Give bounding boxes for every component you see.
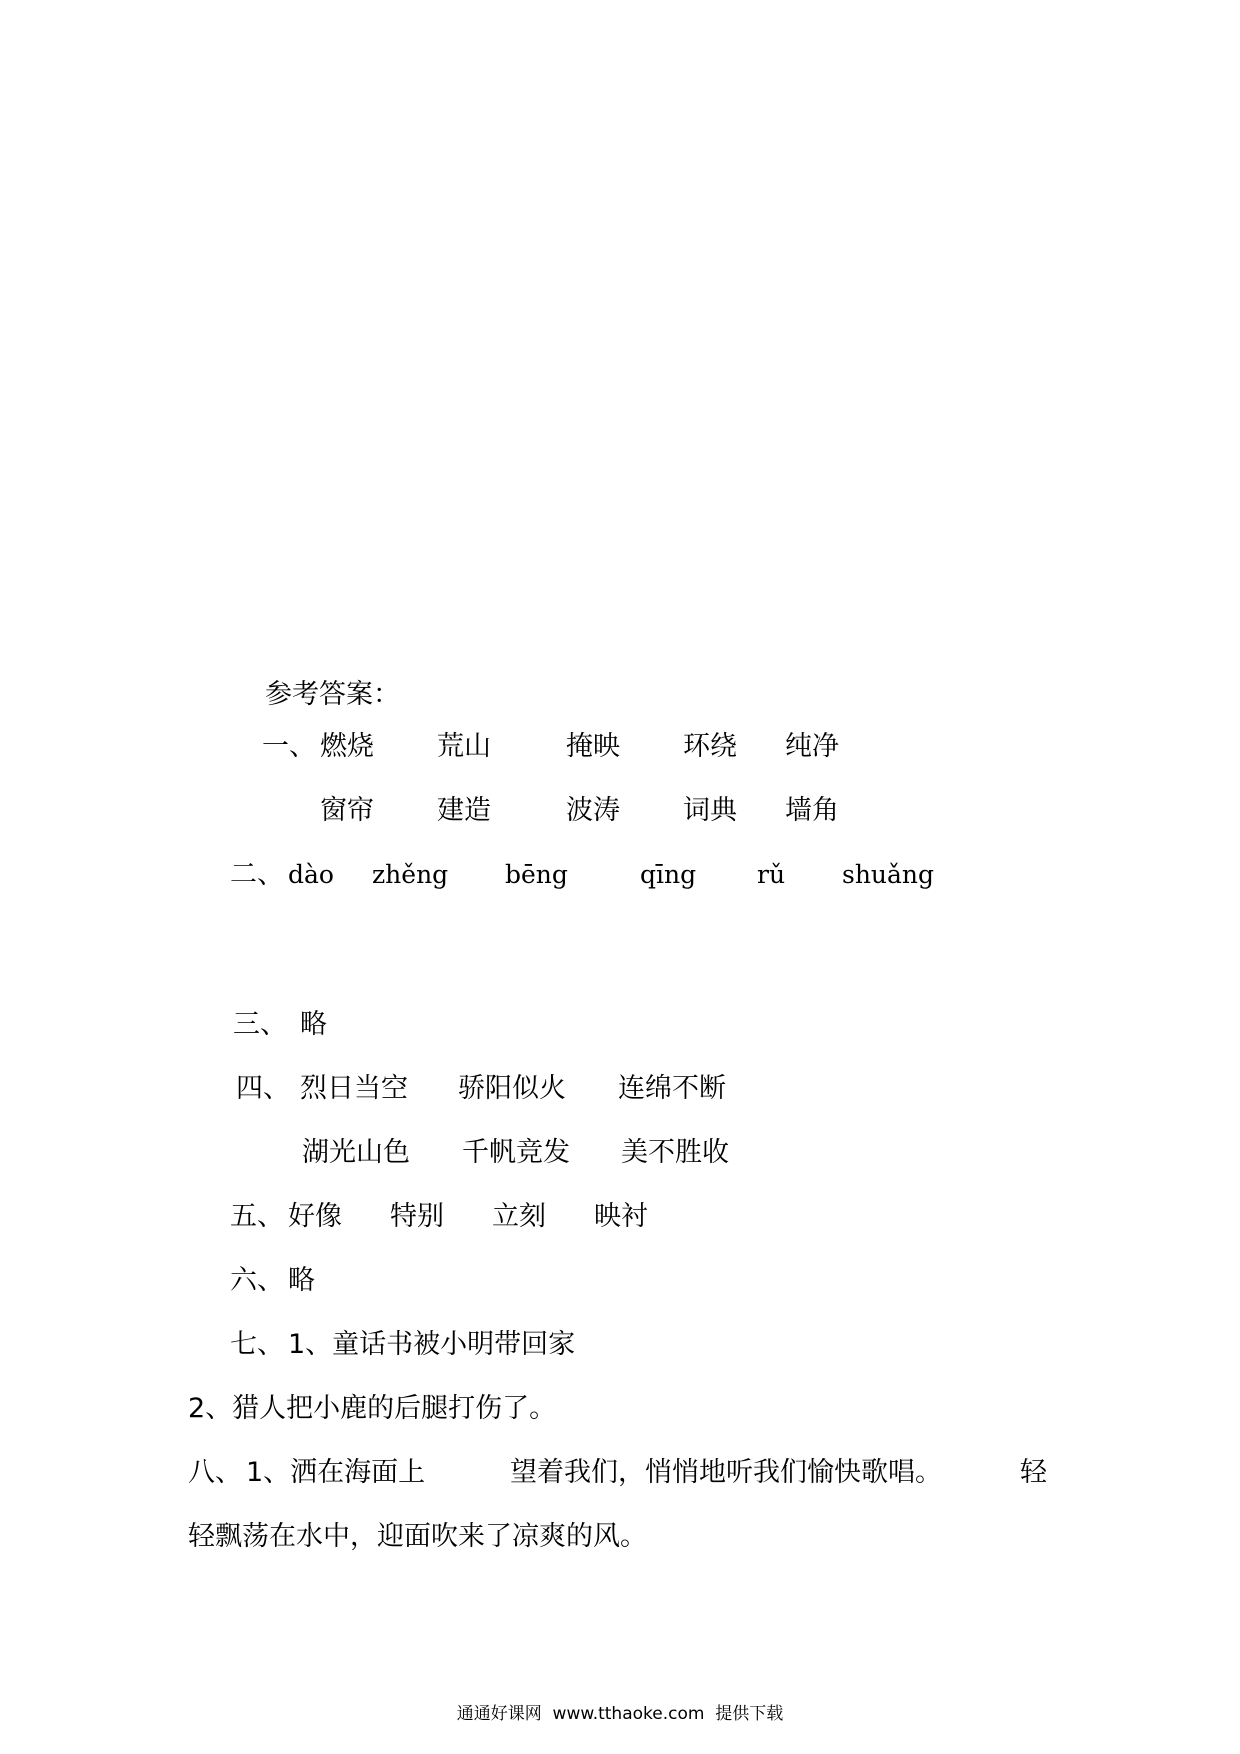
q5-word: 好像 [288,1201,342,1232]
q5-word: 特别 [390,1201,444,1232]
q2-pinyin: zhěng [372,860,449,889]
q5-word: 立刻 [492,1201,546,1232]
q8-text: 望着我们，悄悄地听我们愉快歌唱。 [510,1457,942,1488]
q8-label: 八、 [188,1457,242,1488]
q1-word: 掩映 [566,731,620,762]
q7-label: 七、 [230,1329,284,1360]
q1-word: 波涛 [566,795,620,826]
q1-label: 一、 [262,731,316,762]
q6-label: 六、 [230,1265,284,1296]
q8-text: 轻飘荡在水中，迎面吹来了凉爽的风。 [188,1521,647,1552]
q6-text: 略 [288,1265,315,1296]
q2-pinyin: qīng [640,860,697,889]
q5-label: 五、 [230,1201,284,1232]
q1-word: 建造 [437,795,491,826]
q3-label: 三、 [233,1009,287,1040]
q3-text: 略 [300,1009,327,1040]
q7-item: 2、猎人把小鹿的后腿打伤了。 [188,1393,557,1424]
q5-word: 映衬 [594,1201,648,1232]
q2-pinyin: shuǎng [842,860,935,889]
answers-title: 参考答案： [265,679,400,710]
q2-label: 二、 [230,859,284,890]
q1-word: 环绕 [683,731,737,762]
q2-pinyin: rǔ [757,860,786,889]
q8-row2 [188,1519,647,1555]
q1-word: 墙角 [785,795,839,826]
q4-word: 连绵不断 [618,1073,726,1104]
q1-word: 窗帘 [320,795,374,826]
q4-word: 千帆竞发 [462,1137,570,1168]
q7-item: 1、童话书被小明带回家 [288,1329,576,1360]
q4-label: 四、 [236,1073,290,1104]
footer-text: 通通好课网 www.tthaoke.com 提供下载 [456,1704,784,1724]
q2-pinyin: dào [288,860,334,889]
q1-word: 燃烧 [320,731,374,762]
q4-word: 湖光山色 [302,1137,410,1168]
page-footer [0,1702,1240,1726]
q8-text: 1、洒在海面上 [246,1457,426,1488]
q1-word: 词典 [683,795,737,826]
q4-word: 美不胜收 [621,1137,729,1168]
q1-word: 荒山 [437,731,491,762]
q4-word: 烈日当空 [300,1073,408,1104]
q8-text: 轻 [1020,1457,1047,1488]
q7-row2 [188,1391,556,1427]
q2-pinyin: bēng [505,860,568,889]
q1-word: 纯净 [785,731,839,762]
q4-word: 骄阳似火 [458,1073,566,1104]
